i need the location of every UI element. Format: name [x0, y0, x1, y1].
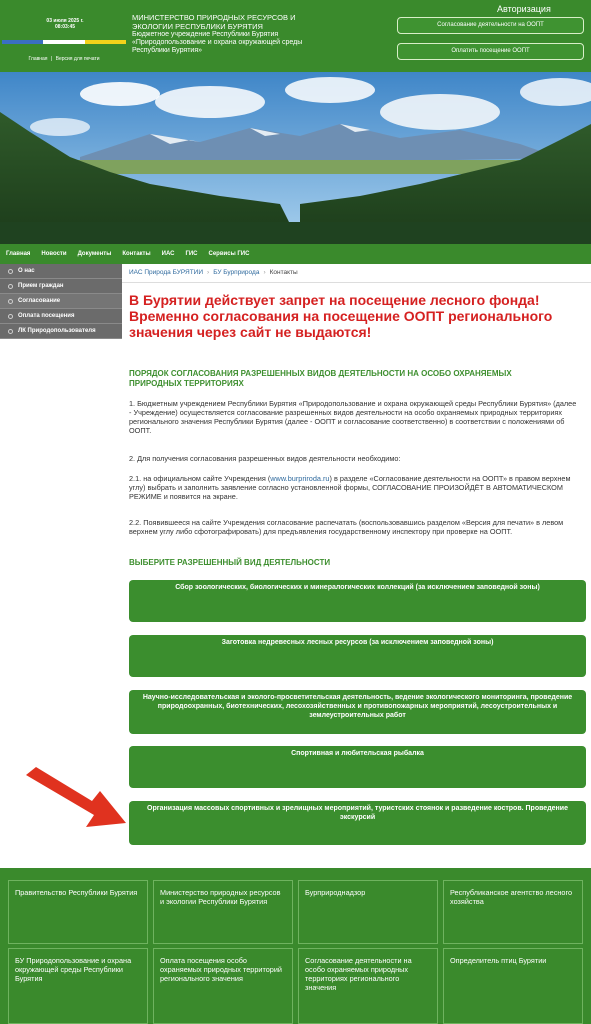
footer-link-bu[interactable]: БУ Природопользование и охрана окружающей среды Республики Бурятия: [8, 948, 148, 1024]
nav-news[interactable]: Новости: [41, 251, 67, 257]
choose-activity-title: ВЫБЕРИТЕ РАЗРЕШЕННЫЙ ВИД ДЕЯТЕЛЬНОСТИ: [129, 558, 331, 567]
home-link[interactable]: Главная: [28, 56, 48, 62]
breadcrumb-separator: ›: [263, 269, 266, 276]
flag-yellow: [85, 40, 126, 44]
nav-gis[interactable]: ГИС: [185, 251, 198, 257]
nav-documents[interactable]: Документы: [77, 251, 112, 257]
time-text: 08:03:45: [54, 24, 75, 30]
bullet-icon: [8, 329, 13, 334]
sidebar-item-label: ЛК Природопользователя: [18, 328, 96, 334]
bullet-icon: [8, 269, 13, 274]
footer-link-government[interactable]: Правительство Республики Бурятия: [8, 880, 148, 944]
footer: [0, 868, 591, 1024]
breadcrumb-current: Контакты: [269, 269, 298, 276]
current-date: [30, 18, 100, 30]
sidebar-item-approval[interactable]: [0, 294, 122, 309]
paragraph-text: ) в разделе «Согласование деятельности на ООПТ» в правом верхнем углу) выбрать и заполнить заявление согласно установленной формы, СОГЛАСОВАНИЕ ПРОИЗОЙДЁТ В АВТОМАТИЧЕСКОМ РЕЖИМЕ и появится на экране.: [129, 474, 571, 501]
paragraph-2: 2. Для получения согласования разрешенных видов деятельности необходимо:: [129, 454, 401, 463]
flag-white: [43, 40, 84, 44]
auth-link[interactable]: Авторизация: [497, 4, 551, 14]
sidebar-item-label: О нас: [18, 268, 35, 274]
activity-research-button[interactable]: Научно-исследовательская и эколого-просветительская деятельность, ведение экологического мониторинга, проведение природоохранных, биотехнических, лесохозяйственных и противопожарных мероприятий, лесоустроительных и землеустроительных работ: [129, 690, 586, 734]
landscape-banner: [0, 72, 591, 244]
bullet-icon: [8, 299, 13, 304]
flag-stripe: [2, 40, 126, 44]
breadcrumb: [129, 269, 298, 276]
link-separator: |: [50, 56, 53, 62]
site-header: [0, 0, 591, 72]
bullet-icon: [8, 314, 13, 319]
activity-forest-resources-button[interactable]: Заготовка недревесных лесных ресурсов (за исключением заповедной зоны): [129, 635, 586, 677]
paragraph-1: 1. Бюджетным учреждением Республики Бурятия «Природопользование и охрана окружающей среды Республики Бурятия» (далее - Учреждение) осуществляется согласование разрешенных видов деятельности на особо охраняемых природных территориях регионального значения Республики Бурятия (далее - ООПТ и согласование соответственно) в соответствии с положениями об ООПТ.: [129, 399, 577, 435]
landscape-image: [0, 72, 591, 244]
header-links: [0, 56, 128, 62]
paragraph-2-2: 2.2. Появившееся на сайте Учреждения согласование распечатать (воспользовавшись разделом «Версия для печати» в левом верхнем углу либо сфотографировать) для предъявления государственному инспектору при проверке на ООПТ.: [129, 518, 564, 536]
site-link[interactable]: www.burpriroda.ru: [270, 474, 330, 483]
org-subtitle: Бюджетное учреждение Республики Бурятия «Природопользование и охрана окружающей среды Республики Бурятия»: [132, 31, 303, 54]
print-version-link[interactable]: Версия для печати: [55, 56, 100, 62]
approval-oopt-button[interactable]: Согласование деятельности на ООПТ: [397, 17, 584, 34]
footer-link-approval[interactable]: Согласование деятельности на особо охраняемых природных территориях регионального значения: [298, 948, 438, 1024]
sidebar-item-about[interactable]: [0, 264, 122, 279]
org-title[interactable]: МИНИСТЕРСТВО ПРИРОДНЫХ РЕСУРСОВ И ЭКОЛОГИИ РЕСПУБЛИКИ БУРЯТИЯ: [132, 13, 296, 31]
paragraph-text: 2.1. на официальном сайте Учреждения (: [129, 474, 271, 483]
paragraph-2-1: [129, 474, 579, 501]
activity-mass-events-button[interactable]: Организация массовых спортивных и зрелищных мероприятий, туристских стоянок и разведение костров. Проведение экскурсий: [129, 801, 586, 845]
red-arrow-icon: [22, 765, 132, 835]
breadcrumb-separator: ›: [207, 269, 210, 276]
ban-alert: В Бурятии действует запрет на посещение лесного фонда! Временно согласования на посещение ООПТ регионального значения через сайт не выдаются!: [129, 292, 553, 340]
activity-fishing-button[interactable]: Спортивная и любительская рыбалка: [129, 746, 586, 788]
sidebar-item-payment[interactable]: [0, 309, 122, 324]
nav-ias[interactable]: ИАС: [161, 251, 175, 257]
nav-home[interactable]: Главная: [6, 251, 31, 257]
date-text: 03 июля 2025 г.: [46, 18, 84, 24]
procedure-title: ПОРЯДОК СОГЛАСОВАНИЯ РАЗРЕШЕННЫХ ВИДОВ ДЕЯТЕЛЬНОСТИ НА ОСОБО ОХРАНЯЕМЫХ ПРИРОДНЫХ ТЕРРИТОРИЯХ: [129, 369, 512, 388]
sidebar-item-reception[interactable]: [0, 279, 122, 294]
nav-gis-services[interactable]: Сервисы ГИС: [208, 251, 250, 257]
sidebar-item-account[interactable]: [0, 324, 122, 339]
divider: [122, 282, 591, 283]
activity-collections-button[interactable]: Сбор зоологических, биологических и минералогических коллекций (за исключением заповедной зоны): [129, 580, 586, 622]
nav-contacts[interactable]: Контакты: [122, 251, 151, 257]
footer-link-forestry-agency[interactable]: Республиканское агентство лесного хозяйства: [443, 880, 583, 944]
sidebar-item-label: Согласование: [18, 298, 61, 304]
sidebar-item-label: Прием граждан: [18, 283, 64, 289]
sidebar: [0, 264, 122, 339]
footer-link-burprirodnadzor[interactable]: Бурприроднадзор: [298, 880, 438, 944]
sidebar-item-label: Оплата посещения: [18, 313, 75, 319]
header-left-block: [0, 0, 128, 72]
bullet-icon: [8, 284, 13, 289]
pay-visit-button[interactable]: Оплатить посещение ООПТ: [397, 43, 584, 60]
breadcrumb-burpriroda[interactable]: БУ Бурприрода: [213, 269, 260, 276]
footer-link-birds[interactable]: Определитель птиц Бурятии: [443, 948, 583, 1024]
breadcrumb-ias[interactable]: ИАС Природа БУРЯТИИ: [129, 269, 204, 276]
footer-link-payment[interactable]: Оплата посещения особо охраняемых природных территорий регионального значения: [153, 948, 293, 1024]
main-nav: [0, 244, 591, 264]
flag-blue: [2, 40, 43, 44]
footer-link-ministry[interactable]: Министерство природных ресурсов и экологии Республики Бурятия: [153, 880, 293, 944]
